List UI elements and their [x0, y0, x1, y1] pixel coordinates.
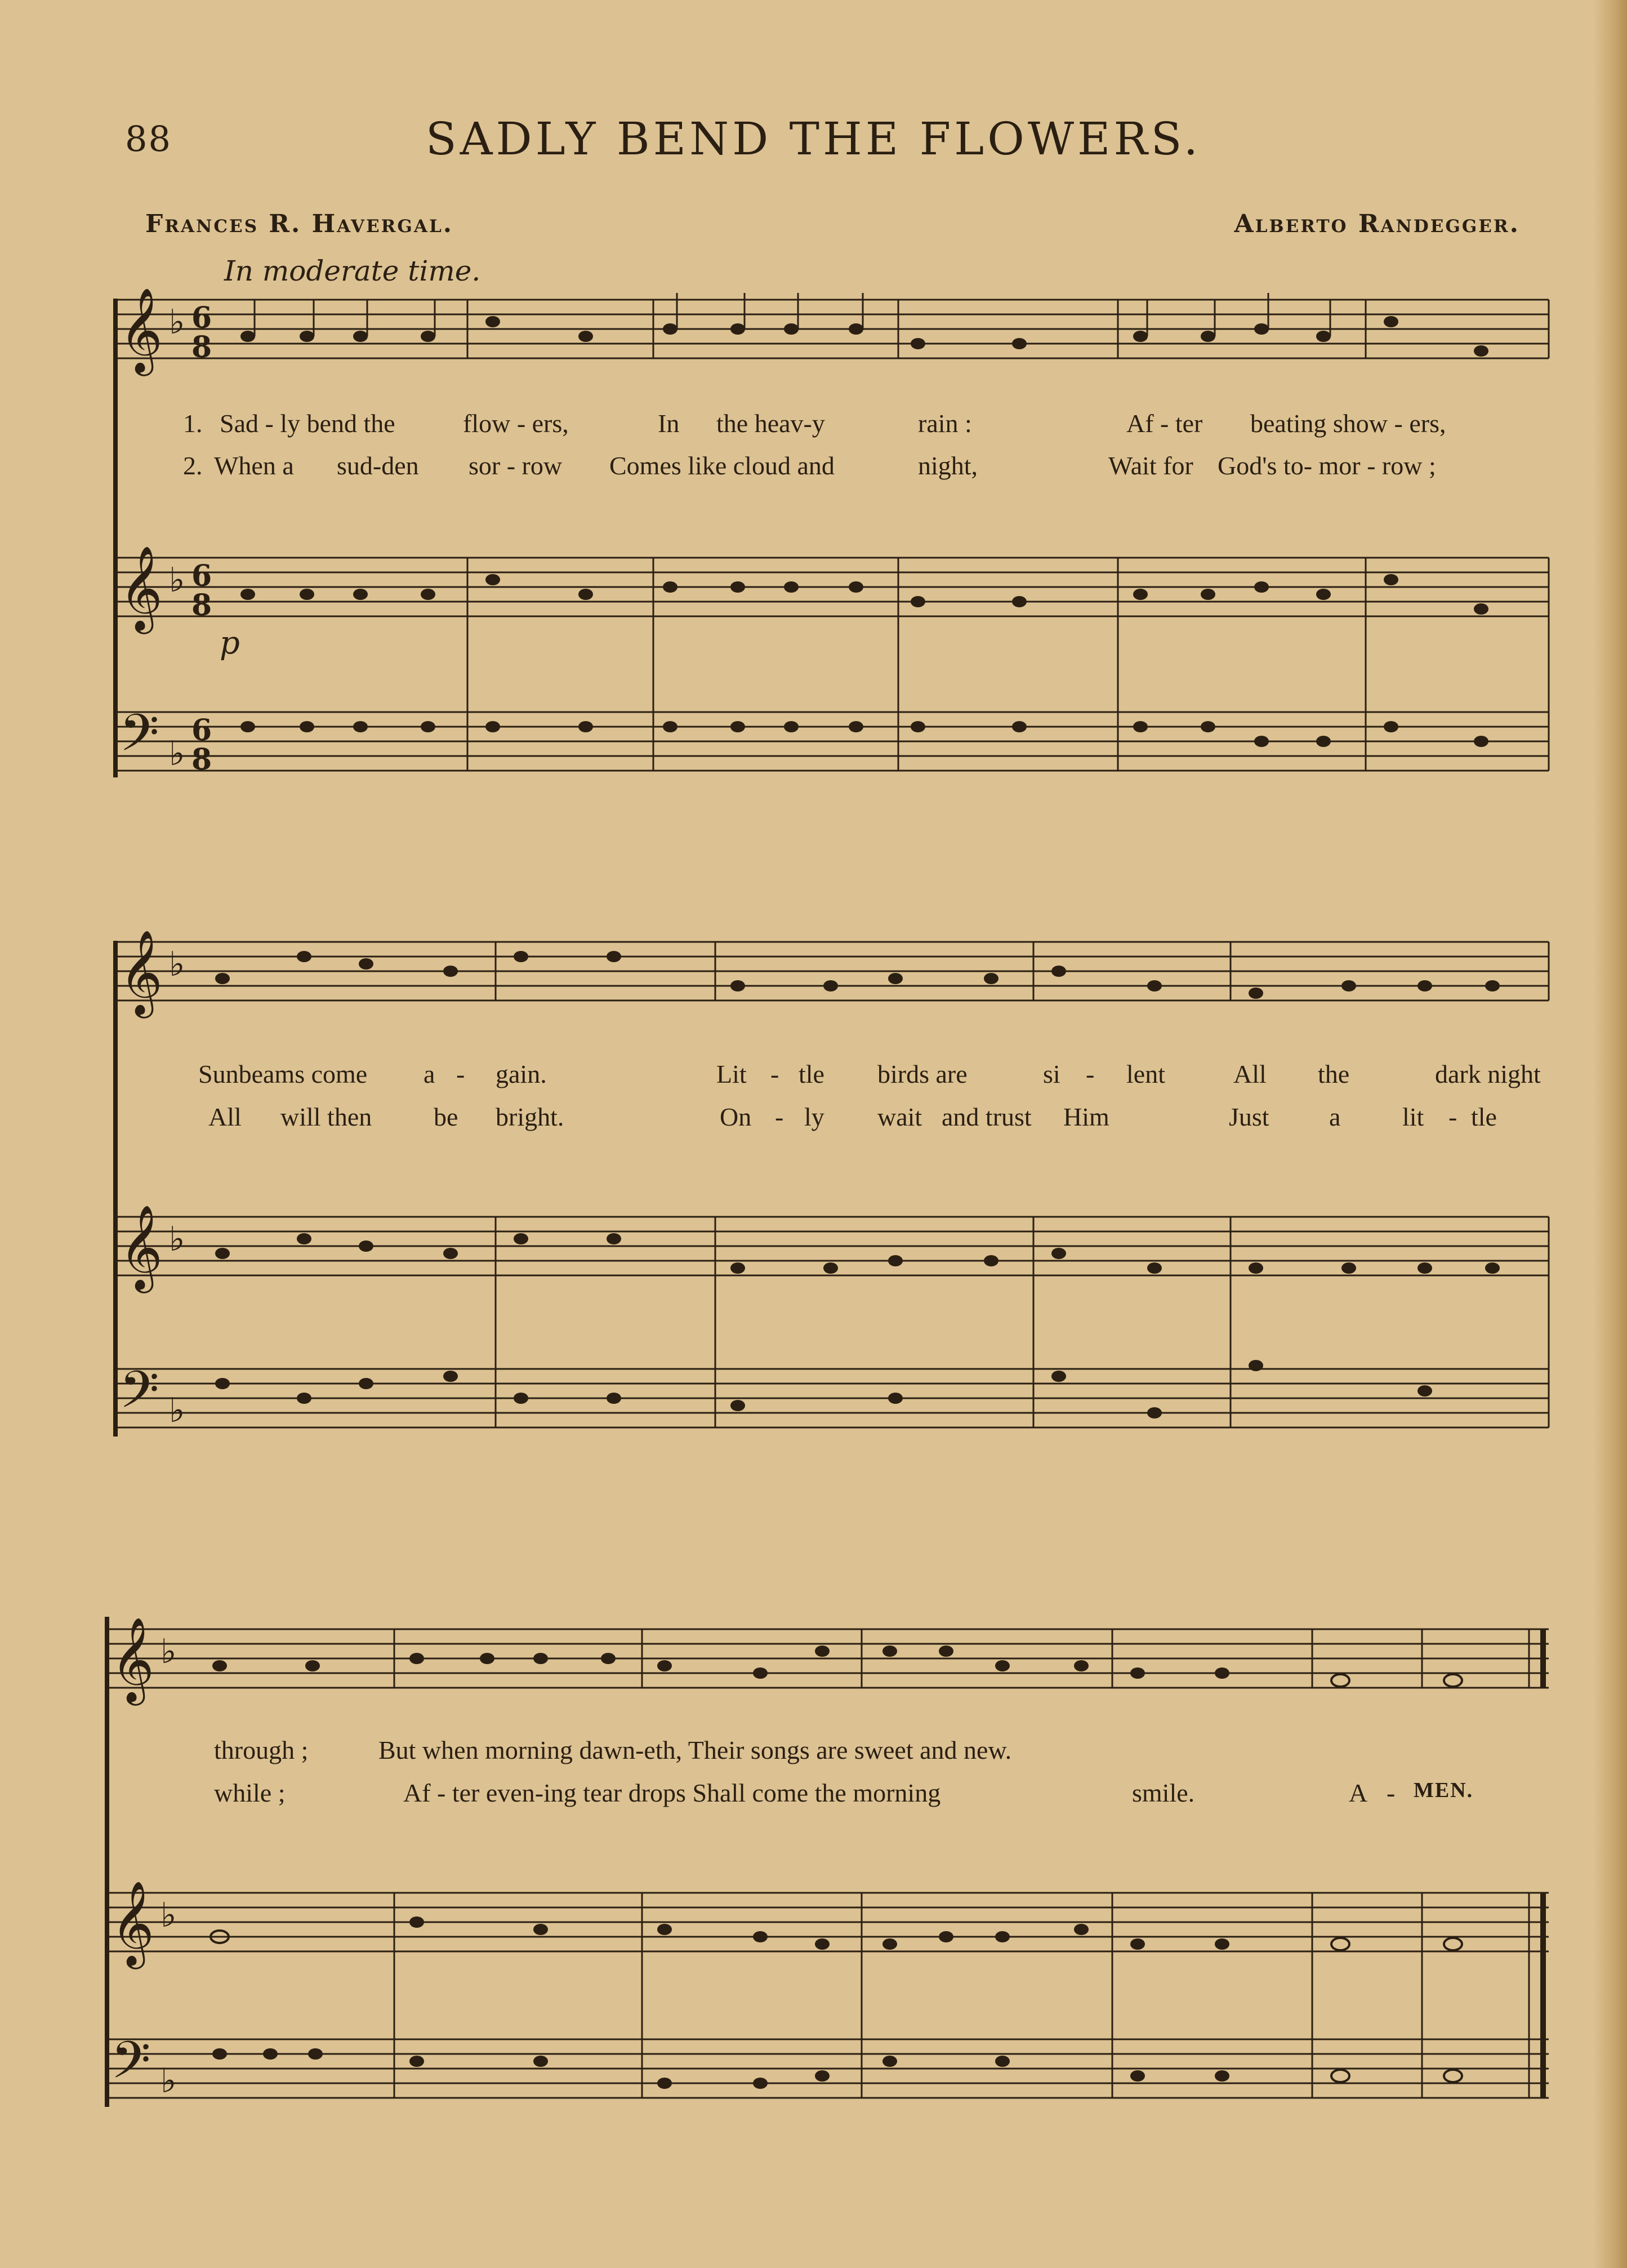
flat-sign-icon: ♭ [169, 303, 185, 342]
tempo-marking: In moderate time. [224, 255, 481, 287]
lyric-phrase: - [1387, 1778, 1396, 1807]
lyric-phrase: On [720, 1102, 752, 1131]
composer-credit: Alberto Randegger. [1234, 210, 1520, 238]
page-number: 88 [125, 118, 172, 159]
lyric-phrase: bright. [496, 1102, 564, 1131]
score-staves-system-1 [0, 282, 1627, 789]
lyric-phrase: Comes like cloud and [609, 451, 835, 480]
note-heads [240, 316, 1488, 747]
flat-sign-icon: ♭ [161, 1896, 177, 1935]
time-signature-icon: 8 [191, 588, 212, 622]
lyric-phrase: Wait for [1108, 451, 1193, 480]
lyric-phrase: 1. [183, 409, 203, 438]
lyric-phrase: Sad - ly bend the [220, 409, 395, 438]
lyric-phrase: God's to- mor - row ; [1218, 451, 1436, 480]
note-heads [215, 951, 1500, 1418]
lyric-phrase: - [456, 1060, 465, 1088]
music-system-1 [0, 282, 1627, 789]
lyric-phrase: Af - ter even-ing tear drops Shall come the morning [403, 1778, 941, 1807]
lyric-phrase: sud-den [337, 451, 419, 480]
lyric-phrase: tle [799, 1060, 824, 1088]
bass-staff [115, 1369, 1549, 1427]
barlines [496, 942, 1549, 1427]
lyric-phrase: lit [1402, 1102, 1424, 1131]
treble-clef-icon: 𝄞 [119, 1204, 163, 1289]
bass-clef-icon: 𝄢 [111, 2030, 151, 2102]
flat-sign-icon: ♭ [169, 1220, 185, 1259]
treble-staff-accompaniment [115, 558, 1549, 616]
flat-sign-icon: ♭ [169, 561, 185, 600]
lyric-phrase: will then [280, 1102, 372, 1131]
barlines [467, 300, 1549, 771]
lyric-phrase: beating show - ers, [1250, 409, 1446, 438]
lyric-phrase: - [775, 1102, 784, 1131]
lyric-phrase: 2. [183, 451, 203, 480]
lyric-phrase: tle [1471, 1102, 1497, 1131]
lyric-phrase: wait [877, 1102, 922, 1131]
lyricist-credit: Frances R. Havergal. [145, 210, 454, 238]
treble-clef-icon: 𝄞 [119, 545, 163, 630]
lyric-phrase: - [1448, 1102, 1457, 1131]
lyric-phrase: birds are [877, 1060, 968, 1088]
treble-staff-voice [115, 300, 1549, 358]
flat-sign-icon: ♭ [169, 1391, 185, 1430]
lyric-phrase: Lit [716, 1060, 747, 1088]
lyric-phrase: through ; [214, 1736, 309, 1764]
lyric-phrase: gain. [496, 1060, 547, 1088]
time-signature-icon: 8 [191, 330, 212, 364]
bass-staff [107, 2039, 1549, 2098]
time-signature-icon: 6 [191, 713, 212, 748]
lyric-phrase: be [434, 1102, 458, 1131]
treble-clef-icon: 𝄞 [119, 929, 163, 1015]
flat-sign-icon: ♭ [169, 945, 185, 984]
page-header [0, 113, 1627, 180]
hymn-title: SADLY BEND THE FLOWERS. [425, 113, 1202, 165]
treble-clef-icon: 𝄞 [119, 287, 163, 372]
lyric-phrase: But when morning dawn-eth, Their songs are sweet and new. [378, 1736, 1012, 1764]
flat-sign-icon: ♭ [161, 1632, 177, 1671]
treble-clef-icon: 𝄞 [111, 1616, 154, 1702]
lyric-phrase: lent [1126, 1060, 1165, 1088]
lyric-phrase: Just [1229, 1102, 1269, 1131]
flat-sign-icon: ♭ [169, 734, 185, 773]
time-signature-icon: 6 [191, 301, 212, 335]
lyric-phrase: Sunbeams come [198, 1060, 368, 1088]
bass-clef-icon: 𝄢 [119, 1360, 159, 1432]
lyric-phrase: - [1086, 1060, 1095, 1088]
lyric-phrase: All [1233, 1060, 1267, 1088]
lyric-phrase: the [1318, 1060, 1350, 1088]
final-barline [1529, 1629, 1543, 2098]
lyric-phrase: When a [214, 451, 294, 480]
lyric-phrase: si [1043, 1060, 1060, 1088]
lyric-phrase: In [658, 409, 680, 438]
lyric-phrase: a [424, 1060, 435, 1088]
score-staves-system-3 [0, 1600, 1627, 2135]
lyric-phrase: a [1329, 1102, 1341, 1131]
music-system-2 [0, 924, 1627, 1459]
time-signature-icon: 8 [191, 742, 212, 777]
bass-clef-icon: 𝄢 [119, 703, 159, 775]
bass-staff [115, 712, 1549, 771]
treble-staff-voice [115, 942, 1549, 1000]
lyric-phrase: smile. [1132, 1778, 1195, 1807]
lyric-phrase: and trust [942, 1102, 1032, 1131]
lyric-phrase: Af - ter [1126, 409, 1203, 438]
music-system-3 [0, 1600, 1627, 2135]
lyric-phrase: rain : [918, 409, 972, 438]
lyric-phrase: MEN. [1414, 1778, 1474, 1802]
flat-sign-icon: ♭ [161, 2061, 177, 2101]
lyric-phrase: ly [804, 1102, 824, 1131]
lyric-phrase: sor - row [469, 451, 563, 480]
score-staves-system-2 [0, 924, 1627, 1459]
lyric-phrase: while ; [214, 1778, 286, 1807]
dynamic-piano-icon: p [220, 625, 240, 661]
note-heads [211, 1646, 1462, 2089]
lyric-phrase: night, [918, 451, 978, 480]
lyric-phrase: dark night [1435, 1060, 1541, 1088]
time-signature-icon: 6 [191, 559, 212, 593]
lyric-phrase: All [208, 1102, 242, 1131]
lyric-phrase: the heav-y [716, 409, 825, 438]
treble-clef-icon: 𝄞 [111, 1880, 154, 1965]
lyric-phrase: Him [1063, 1102, 1109, 1131]
barlines [394, 1629, 1543, 2098]
lyric-phrase: - [770, 1060, 779, 1088]
lyric-phrase: A [1349, 1778, 1368, 1807]
lyric-phrase: flow - ers, [463, 409, 569, 438]
